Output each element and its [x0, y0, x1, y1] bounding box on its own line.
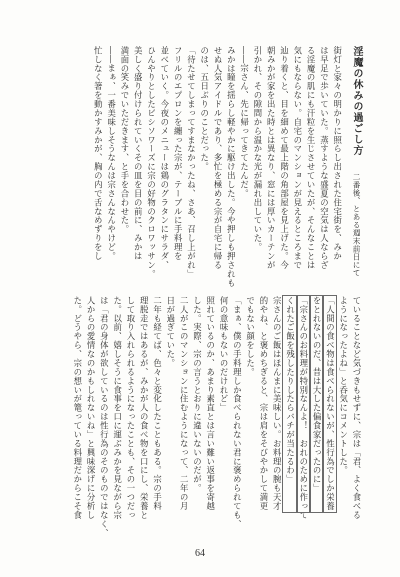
text-line: 日が過ぎていた。: [165, 296, 176, 368]
text-line: る淫魔の肌にも汗粒を生じさせていたが、そんなことは: [306, 46, 317, 270]
text-line: は「君の身体が欲しているのは性行為のそのものではなく、: [99, 296, 110, 538]
text-line: 「まぁ、僕の手料理しか食べられない君に褒められても、: [232, 296, 243, 529]
text-line: せぬ人気アイドルであり、多忙を極める宗が自宅に帰る: [213, 46, 224, 270]
text-line: 「待たせてしまってすまなかったね、さあ、召し上がれ」: [186, 46, 197, 279]
text-line: した。実際、宗の言うとおりに違いないのだが。: [192, 296, 203, 493]
text-block-top: [91, 46, 363, 288]
text-line: 人からの愛情なのかもしれないね」と興味深げに分析し: [86, 296, 97, 520]
text-line: でもない顔をした。: [245, 296, 256, 377]
text-line: 理脱走ではあるが、みかが人の食べ物を口にし、栄養と: [139, 296, 150, 520]
text-line: ひんやりとしたビシソワーズに宗の好物のクロワッサン。: [146, 46, 157, 279]
text-line: た。どうやら、宗の想いが篭っている料理だからこそ食: [72, 296, 83, 520]
text-line: た。以前、嬉しそうに食事を口に運ぶみかを見ながら宗: [112, 296, 123, 520]
chapter-title: 淫魔の休みの過ごし方 二番後、とある週末前日にて: [351, 46, 362, 277]
text-line: 満面の笑みでいただきます、と手を合わせた。: [119, 46, 130, 234]
text-line: 宗さんのご飯はほんまに美味しい。お料理の腕も天才: [272, 296, 283, 511]
text-line: 二年も経てば、色々と変化したこともある。宗の手料: [152, 296, 163, 511]
text-line: して取り入れられるようになったことも、その一つだっ: [125, 296, 136, 520]
text-line: ――宗さん、先に帰ってきてたんだ。: [239, 46, 250, 198]
text-line: ようになったよね」と呑気にコメントした。: [338, 296, 349, 475]
text-line: 忙しなく箸を動かすみかが、胸の内で舌なめずりをし: [93, 46, 104, 261]
text-line: 「人間の食べ物は食べられないが、性行為でしか栄養: [323, 296, 336, 512]
text-block-bottom: [70, 296, 363, 538]
text-line: ていることなど気づきもせずに、宗は「君、よく食べる: [352, 296, 362, 520]
text-line: は早足で歩いていた。蒸すような盛夏の空気は人ならざ: [319, 46, 330, 270]
text-line: 朝みかが家を出た時とは異なり、窓には厚いカーテンが: [266, 46, 277, 270]
text-line: 美しく盛り付けられていくその皿を目の前に、みかは: [133, 46, 144, 261]
text-line: をとれないのだ、昔は大した偏食家だったのに」: [310, 296, 323, 512]
text-line: 引かれ、その隙間から温かな光が漏れ出していた。: [252, 46, 263, 252]
text-line: 何の意味もないのだけれど」: [219, 296, 230, 413]
chapter-subtitle: 二番後、とある週末前日にて: [352, 173, 361, 277]
text-line: 街灯と家々の明かりに照らし出された住宅街を、みか: [332, 46, 343, 261]
text-line: 「宗さんのお料理が特別なんよ！ おれのために作って: [297, 296, 310, 512]
text-line: 辿り着くと、目を細めて最上階の角部屋を見上げた。今: [279, 46, 290, 270]
text-line: 並べていく。今夜のメニューは鶏のグラタンにサラダ、: [159, 46, 170, 270]
text-line: フリルのエプロンを纏った宗が、テーブルに手料理を: [173, 46, 184, 261]
text-line: 照れているのか、あまり素直とは言い難い返事を寄越: [205, 296, 216, 511]
text-line: 的やね、と褒めちぎると、宗は肩をそびやかして満更: [258, 296, 269, 511]
text-line: くれたご飯を残したりしたらバチが当たるわ」: [283, 296, 296, 512]
text-line: 気にもならない。自宅のマンションが見えるところまで: [292, 46, 303, 270]
page-number: 64: [195, 548, 205, 559]
text-line: ――まぁ、一番美味しそうなんは宗さんなんやけど。: [106, 46, 117, 261]
text-line: 二人がこのマンションに住むようになって、二年の月: [179, 296, 190, 511]
text-line: のは、五日ぶりのことだった。: [199, 46, 210, 172]
text-line: みかは瞳を揺らし軽やかに駆け出した。今や押しも押されも: [226, 46, 237, 288]
